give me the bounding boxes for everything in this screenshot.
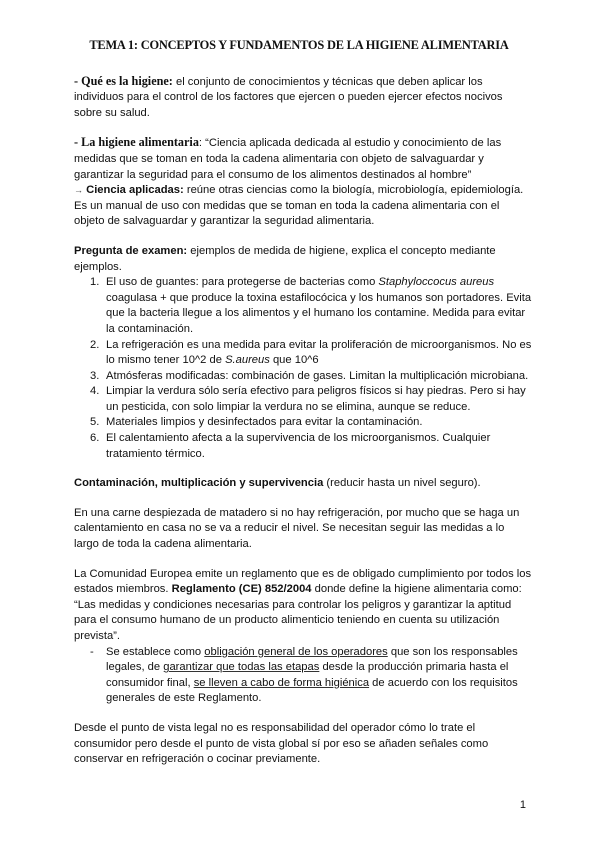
paragraph-carne: En una carne despiezada de matadero si no hay refrigeración, por mucho que se haga un calentamiento en casa no se va a reducir el nivel. Se necesitan seguir las medidas a lo largo de toda la cadena alimentaria. [74,506,520,551]
list-item [74,645,532,707]
list-number: 4. [90,385,100,398]
definition-higiene-alimentaria [74,135,532,230]
list-item-italic: S.aureus [225,354,270,367]
list-item [74,369,532,385]
list-item [74,338,532,369]
list-item-text: El calentamiento afecta a la supervivencia de los microorganismos. Cualquier tratamiento térmico. [106,432,491,460]
list-item-text-cont: que 10^6 [269,354,319,367]
definition-higiene-text: el conjunto de conocimientos y técnicas que deben aplicar los individuos para el control de los factores que ejercen o pueden ejercer efectos nocivos sobre su salud. [74,75,503,119]
definition-higiene-lead: - Qué es la higiene: [74,73,173,88]
section-contaminacion-text: (reducir hasta un nivel seguro). [323,477,481,490]
list-number: 2. [90,338,100,351]
list-item-text: Atmósferas modificadas: combinación de gases. Limitan la multiplicación microbiana. [106,369,529,382]
bullet-text: desde la producción primaria hasta el consumidor final, [106,661,509,689]
list-item [74,275,532,337]
arrow-icon: → [74,185,83,196]
dash-marker: - [90,645,94,658]
definition-alimentaria-text: : “Ciencia aplicada dedicada al estudio y conocimiento de las medidas que se toman en toda la cadena alimentaria con objeto de salvaguardar y garantizar la seguridad para el consumo de los alimentos destinados al hombre” [74,137,502,181]
list-item-italic: Staphyloccocus aureus [378,276,495,289]
definition-alimentaria-lead: - La higiene alimentaria [74,135,199,150]
list-item-text: Materiales limpios y desinfectados para evitar la contaminación. [106,416,423,429]
section-contaminacion [74,476,532,492]
list-number: 6. [90,432,100,445]
list-item-text: Limpiar la verdura sólo sería efectivo para peligros físicos si hay piedras. Pero si hay un pesticida, con solo limpiar la verdura no se elimina, aunque se reduce. [106,385,526,413]
exam-question-text: ejemplos de medida de higiene, explica el concepto mediante ejemplos. [74,244,496,273]
ciencias-aplicadas-text: reúne otras ciencias como la biología, microbiología, epidemiología. Es un manual de uso con medidas que se toman en toda la cadena alimentaria con el objeto de salvaguardar y garantizar la seguridad alimentaria. [74,184,524,228]
reglamento-name: Reglamento (CE) 852/2004 [171,583,312,596]
reglamento-bullets [74,645,532,707]
list-number: 5. [90,416,100,429]
section-contaminacion-lead: Contaminación, multiplicación y supervivencia [74,477,324,490]
paragraph-reglamento [74,567,532,645]
underlined-text: obligación general de los operadores [204,645,388,658]
bullet-text: de acuerdo con los requisitos generales de este Reglamento. [106,676,518,705]
document-page [74,38,532,768]
reglamento-definition: donde define la higiene alimentaria como: “Las medidas y condiciones necesarias para controlar los peligros y garantizar la aptitud para el consumo humano de un producto alimenticio teniendo en cuenta su utilización prevista”. [74,583,522,642]
definition-higiene [74,74,532,122]
list-item [74,431,532,462]
reglamento-text: La Comunidad Europea emite un reglamento que es de obligado cumplimiento por todos los estados miembros. [74,567,532,596]
list-item-text-cont: coagulasa + que produce la toxina estafilocócica y los humanos son portadores. Evita que la bacteria llegue a los alimentos y el humano los contamine. Medida para evitar la contaminación. [106,291,532,335]
hygiene-measures-list [74,275,532,462]
ciencias-aplicadas-lead: Ciencia aplicadas: [83,184,184,197]
underlined-text: se lleven a cabo de forma higiénica [193,676,370,689]
list-item [74,384,532,415]
paragraph-consumidor: Desde el punto de vista legal no es responsabilidad del operador cómo lo trate el consumidor pero desde el punto de vista global sí por eso se añaden señales como conservar en refrigeración o cocinar previamente. [74,721,489,766]
page-number: 1 [519,799,526,811]
list-number: 1. [90,276,100,289]
list-number: 3. [90,369,100,382]
bullet-text: que son los responsables legales, de [106,645,518,674]
list-item-text: La refrigeración es una medida para evitar la proliferación de microorganismos. No es lo mismo tener 10^2 de [106,338,532,367]
list-item [74,415,532,431]
page-title: TEMA 1: CONCEPTOS Y FUNDAMENTOS DE LA HIGIENE ALIMENTARIA [89,38,509,52]
list-item-text: El uso de guantes: para protegerse de bacterias como [106,276,379,289]
exam-question [74,244,532,275]
underlined-text: garantizar que todas las etapas [163,661,320,674]
bullet-text: Se establece como [106,645,205,658]
exam-question-lead: Pregunta de examen: [74,244,188,257]
